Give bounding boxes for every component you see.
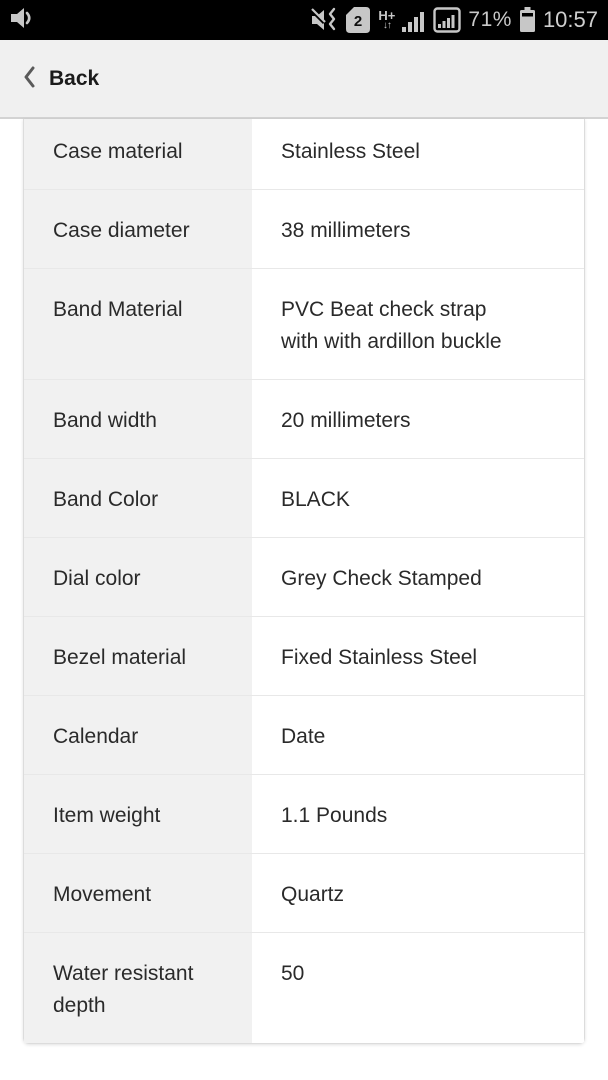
spec-table-row xyxy=(24,616,584,695)
spec-label: Case material xyxy=(24,119,252,189)
network-type-label: H+ xyxy=(378,8,396,23)
data-activity-arrows: ↓↑ xyxy=(382,20,391,31)
sim-card-icon xyxy=(345,6,371,34)
status-bar xyxy=(0,0,608,40)
spec-value: Grey Check Stamped xyxy=(252,537,584,616)
spec-table-row xyxy=(24,119,584,189)
spec-label: Calendar xyxy=(24,695,252,774)
spec-label: Dial color xyxy=(24,537,252,616)
spec-table-row xyxy=(24,458,584,537)
back-button[interactable] xyxy=(23,66,99,91)
spec-table-row xyxy=(24,774,584,853)
spec-value: BLACK xyxy=(252,458,584,537)
spec-label: Case diameter xyxy=(24,189,252,268)
spec-value: Stainless Steel xyxy=(252,119,584,189)
spec-table-row xyxy=(24,268,584,379)
network-hplus-icon xyxy=(378,9,395,31)
spec-value: Date xyxy=(252,695,584,774)
clock-label: 10:57 xyxy=(542,7,598,32)
spec-value: Fixed Stainless Steel xyxy=(252,616,584,695)
app-header xyxy=(0,40,608,119)
vibrate-mute-icon xyxy=(310,7,338,33)
spec-label: Band Material xyxy=(24,268,252,379)
spec-table-row xyxy=(24,537,584,616)
spec-value: 1.1 Pounds xyxy=(252,774,584,853)
spec-table-container xyxy=(23,119,585,1044)
svg-text:2: 2 xyxy=(354,13,363,30)
spec-label: Bezel material xyxy=(24,616,252,695)
spec-table xyxy=(23,119,585,1044)
chevron-left-icon xyxy=(23,66,36,91)
spec-table-row xyxy=(24,853,584,932)
product-spec-page xyxy=(0,119,608,1044)
spec-label: Band width xyxy=(24,379,252,458)
spec-label: Band Color xyxy=(24,458,252,537)
spec-value: PVC Beat check strap with with ardillon buckle xyxy=(252,268,584,379)
spec-value: 20 millimeters xyxy=(252,379,584,458)
back-button-label: Back xyxy=(49,66,100,90)
spec-label: Item weight xyxy=(24,774,252,853)
signal-strength-sim2-icon xyxy=(433,7,461,33)
spec-table-row xyxy=(24,695,584,774)
volume-icon xyxy=(10,7,34,34)
spec-value: 38 millimeters xyxy=(252,189,584,268)
spec-label: Water resistant depth xyxy=(24,932,252,1043)
signal-strength-icon xyxy=(402,8,426,32)
battery-icon xyxy=(519,7,536,33)
spec-table-row xyxy=(24,379,584,458)
spec-value: 50 xyxy=(252,932,584,1043)
battery-percent-label: 71% xyxy=(468,8,512,31)
spec-value: Quartz xyxy=(252,853,584,932)
spec-label: Movement xyxy=(24,853,252,932)
spec-table-row xyxy=(24,932,584,1043)
spec-table-row xyxy=(24,189,584,268)
